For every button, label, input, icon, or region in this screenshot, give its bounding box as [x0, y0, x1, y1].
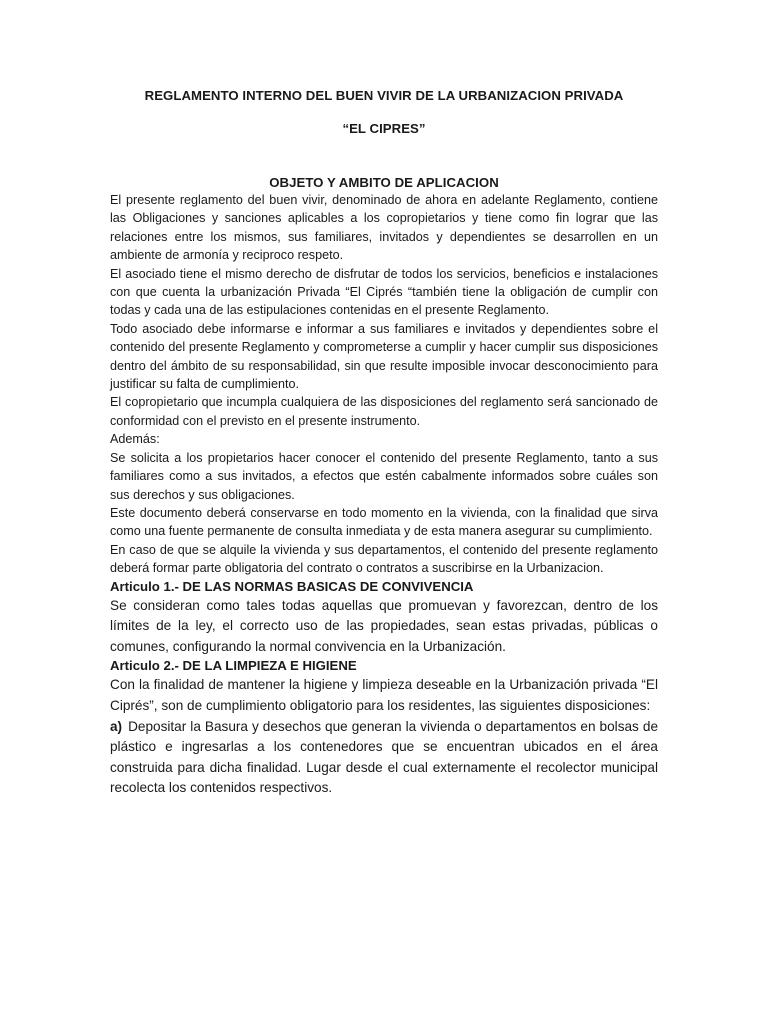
article-1-text: Se consideran como tales todas aquellas que promuevan y favorezcan, dentro de los límites de la ley, el correcto uso de las propiedades, sean estas privadas, públicas o comunes, configurando la normal convivencia en la Urbanización.	[110, 597, 658, 654]
document-content	[110, 88, 658, 799]
paragraph-ademas: Además:	[110, 432, 160, 447]
article-2-heading: Articulo 2.- DE LA LIMPIEZA E HIGIENE	[110, 658, 357, 674]
item-a-letter: a)	[110, 718, 123, 734]
article-1-heading: Articulo 1.- DE LAS NORMAS BASICAS DE CONVIVENCIA	[110, 578, 474, 594]
item-a-text: Depositar la Basura y desechos que generan la vivienda o departamentos en bolsas de plástico e ingresarlas a los contenedores que se encuentran ubicados en el área construida para dicha finalidad. Lugar desde el cual externamente el recolector municipal recolecta los contenidos respectivos.	[110, 718, 658, 796]
document-subtitle: “EL CIPRES”	[342, 121, 426, 136]
paragraph-conserve: Este documento deberá conservarse en todo momento en la vivienda, con la finalidad que sirva como una fuente permanente de consulta inmediata y de esta manera asegurar su cumplimiento.	[110, 505, 658, 539]
article-2-intro: Con la finalidad de mantener la higiene y limpieza deseable en la Urbanización privada “El Ciprés”, son de cumplimiento obligatorio para los residentes, las siguientes disposiciones:	[110, 677, 658, 713]
paragraph-request: Se solicita a los propietarios hacer conocer el contenido del presente Reglamento, tanto a sus familiares como a sus invitados, a efectos que estén cabalmente informados sobre cuáles son sus derechos y sus obligaciones.	[110, 450, 658, 502]
paragraph-rights: El asociado tiene el mismo derecho de disfrutar de todos los servicios, beneficios e instalaciones con que cuenta la urbanización Privada “El Ciprés “también tiene la obligación de cumplir con todas y cada una de las estipulaciones contenidas en el presente Reglamento.	[110, 266, 658, 318]
section-title: OBJETO Y AMBITO DE APLICACION	[269, 175, 499, 190]
paragraph-sanction: El copropietario que incumpla cualquiera de las disposiciones del reglamento será sancionado de conformidad con el previsto en el presente instrumento.	[110, 395, 658, 428]
paragraph-purpose: El presente reglamento del buen vivir, denominado de ahora en adelante Reglamento, contiene las Obligaciones y sanciones aplicables a los copropietarios y tiene como fin lograr que las relaciones entre los mismos, sus familiares, invitados y dependientes se desarrollen en un ambiente de armonía y reciproco respeto.	[110, 193, 658, 263]
paragraph-inform: Todo asociado debe informarse e informar a sus familiares e invitados y dependientes sobre el contenido del presente Reglamento y comprometerse a cumplir y hacer cumplir sus disposiciones dentro del ámbito de su responsabilidad, sin que resulte imposible invocar desconocimiento para justificar su falta de cumplimiento.	[110, 321, 658, 392]
paragraph-rental: En caso de que se alquile la vivienda y sus departamentos, el contenido del presente reglamento deberá formar parte obligatoria del contrato o contratos a suscribirse en la Urbanizacion.	[110, 542, 658, 576]
document-title: REGLAMENTO INTERNO DEL BUEN VIVIR DE LA URBANIZACION PRIVADA	[144, 88, 624, 103]
article-2-item-a	[110, 717, 658, 799]
